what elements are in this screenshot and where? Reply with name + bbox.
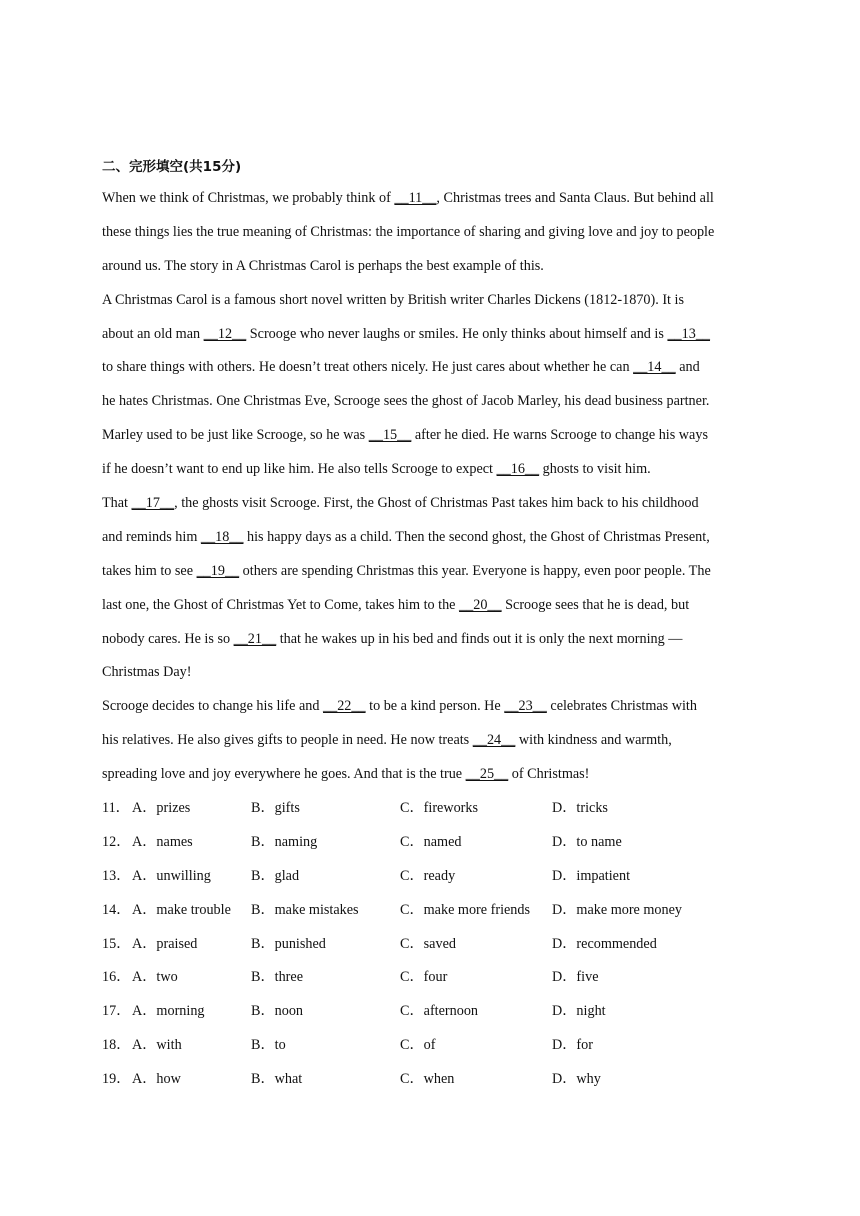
option-d: D．make more money — [552, 901, 683, 918]
option-d: D．night — [552, 1003, 606, 1020]
question-row — [102, 928, 762, 962]
question-row — [102, 995, 762, 1029]
option-c: C．make more friends — [400, 901, 531, 918]
passage-line: he hates Christmas. One Christmas Eve, Scrooge sees the ghost of Jacob Marley, his dead business partner. — [102, 393, 710, 410]
question-number: 14． — [102, 901, 131, 918]
answer-blank: __18__ — [200, 528, 244, 545]
question-row — [102, 1063, 762, 1097]
passage-line: and reminds him __18__ his happy days as a child. Then the second ghost, the Ghost of Christmas Present, — [102, 528, 710, 545]
answer-blank: __11__ — [394, 190, 437, 206]
question-row — [102, 894, 762, 928]
option-d: D．to name — [552, 833, 622, 850]
option-a: A．how — [132, 1071, 181, 1088]
option-c: C．fireworks — [400, 800, 479, 817]
option-c: C．four — [400, 969, 448, 986]
passage-line: When we think of Christmas, we probably think of __11__, Christmas trees and Santa Claus. But behind all — [102, 190, 714, 206]
question-row — [102, 860, 762, 894]
option-a: A．prizes — [132, 800, 191, 817]
option-a: A．praised — [132, 935, 198, 952]
option-a: A．unwilling — [132, 867, 211, 884]
question-number: 12． — [102, 833, 131, 850]
question-number: 17． — [102, 1003, 131, 1020]
passage-line: these things lies the true meaning of Christmas: the importance of sharing and giving love and joy to people — [102, 223, 715, 240]
option-b: B．noon — [251, 1003, 304, 1020]
passage-line: last one, the Ghost of Christmas Yet to Come, takes him to the __20__ Scrooge sees that he is dead, but — [102, 596, 690, 613]
option-a: A．make trouble — [132, 901, 231, 918]
passage-line: That __17__, the ghosts visit Scrooge. First, the Ghost of Christmas Past takes him back to his childhood — [102, 495, 699, 512]
question-row — [102, 961, 762, 995]
option-a: A．with — [132, 1037, 182, 1054]
question-row — [102, 826, 762, 860]
answer-blank: __14__ — [633, 359, 676, 376]
answer-blank: __15__ — [368, 427, 412, 444]
passage-line: nobody cares. He is so __21__ that he wakes up in his bed and finds out it is only the next morning — — [102, 630, 683, 647]
passage-line: A Christmas Carol is a famous short novel written by British writer Charles Dickens (1812-1870). It is — [102, 291, 684, 308]
passage-line: Christmas Day! — [102, 664, 192, 681]
option-c: C．saved — [400, 935, 456, 952]
option-d: D．impatient — [552, 867, 631, 884]
passage-line: Marley used to be just like Scrooge, so he was __15__ after he died. He warns Scrooge to change his ways — [102, 427, 708, 444]
answer-blank: __16__ — [496, 461, 540, 478]
answer-blank: __19__ — [196, 562, 240, 579]
question-number: 13． — [102, 867, 131, 884]
option-c: C．ready — [400, 867, 456, 884]
answer-blank: __22__ — [323, 698, 366, 715]
option-d: D．for — [552, 1037, 593, 1054]
option-d: D．five — [552, 969, 599, 986]
cloze-passage — [102, 182, 762, 792]
passage-line: his relatives. He also gives gifts to people in need. He now treats __24__ with kindness and warmth, — [102, 732, 672, 749]
section-heading: 二、完形填空(共15分) — [102, 159, 242, 175]
option-b: B．punished — [251, 935, 326, 952]
answer-blank: __24__ — [472, 732, 516, 749]
option-d: D．recommended — [552, 935, 657, 952]
question-list — [102, 792, 762, 1097]
question-row — [102, 1029, 762, 1063]
answer-blank: __17__ — [131, 495, 175, 512]
question-number: 11． — [102, 800, 130, 817]
option-c: C．when — [400, 1071, 455, 1088]
passage-line: takes him to see __19__ others are spending Christmas this year. Everyone is happy, even poor people. The — [102, 562, 711, 579]
option-b: B．naming — [251, 833, 318, 850]
option-a: A．morning — [132, 1003, 205, 1020]
option-c: C．of — [400, 1037, 436, 1054]
option-b: B．gifts — [251, 800, 300, 817]
option-b: B．make mistakes — [251, 901, 359, 918]
option-b: B．glad — [251, 867, 300, 884]
question-number: 16． — [102, 969, 131, 986]
answer-blank: __20__ — [459, 596, 502, 613]
question-number: 18． — [102, 1037, 131, 1054]
question-number: 19． — [102, 1071, 131, 1088]
question-number: 15． — [102, 935, 131, 952]
option-c: C．afternoon — [400, 1003, 479, 1020]
answer-blank: __12__ — [203, 325, 247, 342]
option-b: B．what — [251, 1071, 303, 1088]
answer-blank: __23__ — [504, 698, 547, 715]
passage-line: if he doesn’t want to end up like him. He also tells Scrooge to expect __16__ ghosts to visit him. — [102, 461, 651, 478]
option-d: D．tricks — [552, 800, 608, 817]
passage-line: to share things with others. He doesn’t treat others nicely. He just cares about whether he can __14__ and — [102, 359, 700, 376]
question-row — [102, 792, 762, 826]
option-c: C．named — [400, 833, 462, 850]
option-a: A．names — [132, 833, 193, 850]
answer-blank: __21__ — [233, 630, 277, 647]
option-b: B．to — [251, 1037, 286, 1054]
answer-blank: __25__ — [465, 766, 509, 783]
option-d: D．why — [552, 1071, 601, 1088]
option-b: B．three — [251, 969, 304, 986]
document-page — [102, 152, 762, 1097]
passage-line: around us. The story in A Christmas Carol is perhaps the best example of this. — [102, 257, 544, 274]
option-a: A．two — [132, 969, 178, 986]
passage-line: about an old man __12__ Scrooge who never laughs or smiles. He only thinks about himself and is __13__ — [102, 325, 711, 342]
passage-line: spreading love and joy everywhere he goes. And that is the true __25__ of Christmas! — [102, 766, 590, 783]
answer-blank: __13__ — [667, 325, 711, 342]
passage-line: Scrooge decides to change his life and __22__ to be a kind person. He __23__ celebrates Christmas with — [102, 698, 697, 715]
